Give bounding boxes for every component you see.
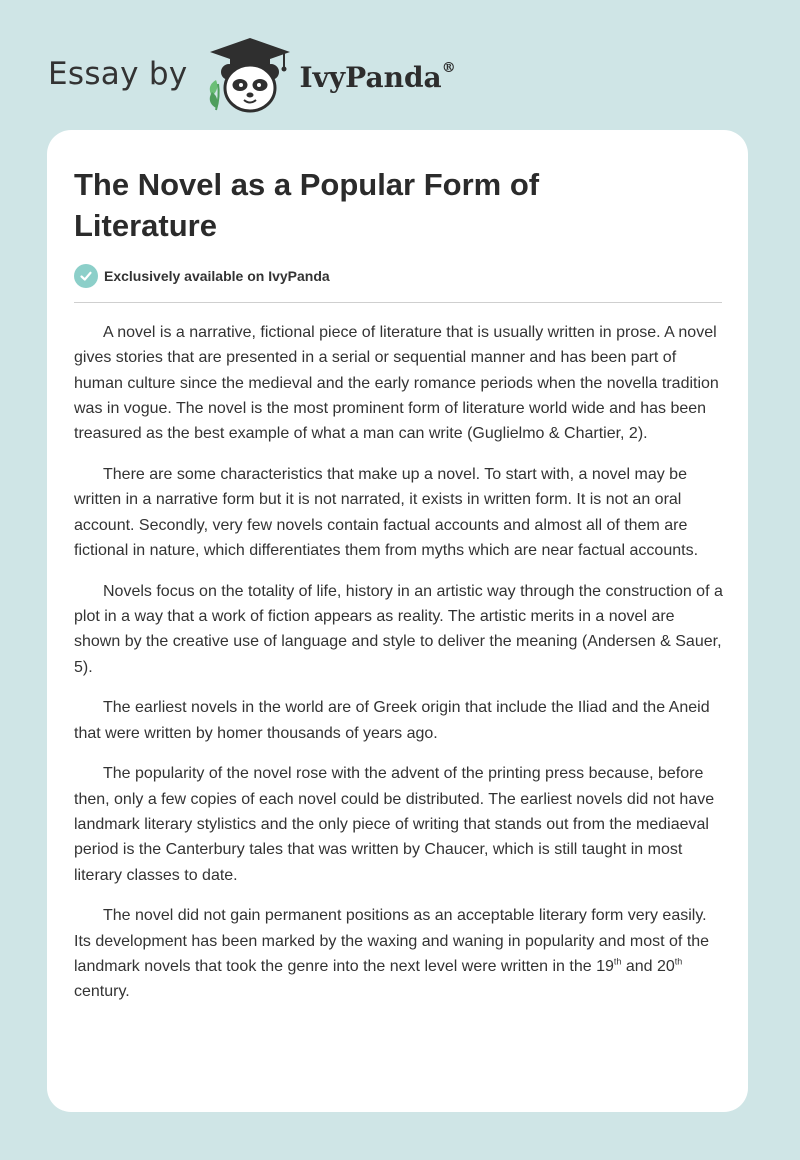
exclusive-badge-text: Exclusively available on IvyPanda <box>104 268 330 284</box>
essay-by-label: Essay by <box>48 56 188 92</box>
essay-body <box>74 320 724 1020</box>
brand-name[interactable]: IvyPanda® <box>299 60 456 94</box>
essay-card <box>47 130 748 1112</box>
exclusive-badge <box>74 264 330 288</box>
site-header <box>48 34 456 114</box>
divider <box>74 302 722 303</box>
paragraph: The popularity of the novel rose with the advent of the printing press because, before then, only a few copies of each novel could be distributed. The earliest novels did not have landmark literary stylistics and the only piece of writing that stands out from the mediaeval period is the Canterbury tales that was written by Chaucer, which is still taught in most literary classes to date. <box>74 765 715 884</box>
paragraph: The earliest novels in the world are of Greek origin that include the Iliad and the Aneid that were written by homer thousands of years ago. <box>74 699 710 742</box>
paragraph: The novel did not gain permanent positions as an acceptable literary form very easily. Its development has been marked by the waxing and waning in popularity and most of the landmark novels that took the genre into the next level were written in the 19th and 20th century. <box>74 907 710 1001</box>
paragraph: A novel is a narrative, fictional piece of literature that is usually written in prose. A novel gives stories that are presented in a serial or sequential manner and has been part of human culture since the medieval and the early romance periods when the novella tradition was in vogue. The novel is the most prominent form of literature world wide and has been treasured as the best example of what a man can write (Guglielmo & Chartier, 2). <box>74 324 719 443</box>
check-circle-icon <box>74 264 98 288</box>
paragraph: Novels focus on the totality of life, history in an artistic way through the construction of a plot in a way that a work of fiction appears as reality. The artistic merits in a novel are shown by the creative use of language and style to deliver the meaning (Andersen & Sauer, 5). <box>74 582 723 676</box>
registered-mark: ® <box>441 60 456 77</box>
paragraph: There are some characteristics that make up a novel. To start with, a novel may be written in a narrative form but it is not narrated, it exists in written form. It is not an oral account. Secondly, very few novels contain factual accounts and almost all of them are fictional in nature, which differentiates them from myths which are near factual accounts. <box>74 465 699 559</box>
superscript: th <box>613 956 622 967</box>
panda-graduate-icon[interactable] <box>204 34 296 114</box>
superscript: th <box>674 956 683 967</box>
essay-title: The Novel as a Popular Form of Literature <box>74 167 540 243</box>
